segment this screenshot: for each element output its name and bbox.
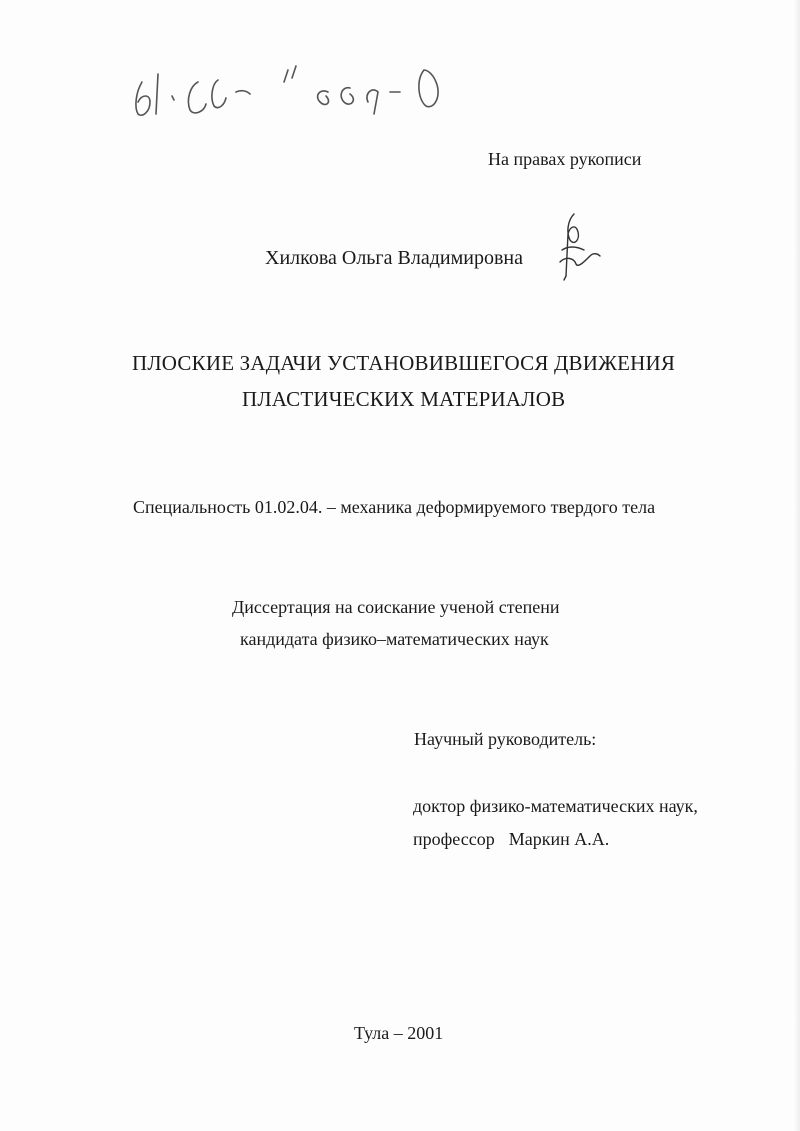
dissertation-line-2: кандидата физико–математических наук bbox=[240, 629, 549, 649]
title-line-2: ПЛАСТИЧЕСКИХ МАТЕРИАЛОВ bbox=[242, 387, 566, 411]
specialty-line: Специальность 01.02.04. – механика деформируемого твердого тела bbox=[133, 497, 656, 517]
scan-edge-shadow bbox=[794, 0, 800, 1131]
advisor-name: Маркин А.А. bbox=[508, 829, 610, 849]
advisor-heading: Научный руководитель: bbox=[414, 729, 597, 749]
advisor-title-line bbox=[413, 828, 609, 850]
title-line-1: ПЛОСКИЕ ЗАДАЧИ УСТАНОВИВШЕГОСЯ ДВИЖЕНИЯ bbox=[132, 351, 676, 375]
author-name: Хилкова Ольга Владимировна bbox=[265, 247, 523, 269]
dissertation-line-1: Диссертация на соискание ученой степени bbox=[232, 597, 560, 617]
handwritten-registration-code bbox=[128, 52, 478, 122]
rights-notice: На правах рукописи bbox=[488, 149, 642, 169]
author-signature bbox=[554, 210, 602, 282]
advisor-degree: доктор физико-математических наук, bbox=[413, 796, 698, 816]
advisor-title: профессор bbox=[413, 829, 495, 849]
city-year: Тула – 2001 bbox=[354, 1023, 444, 1043]
